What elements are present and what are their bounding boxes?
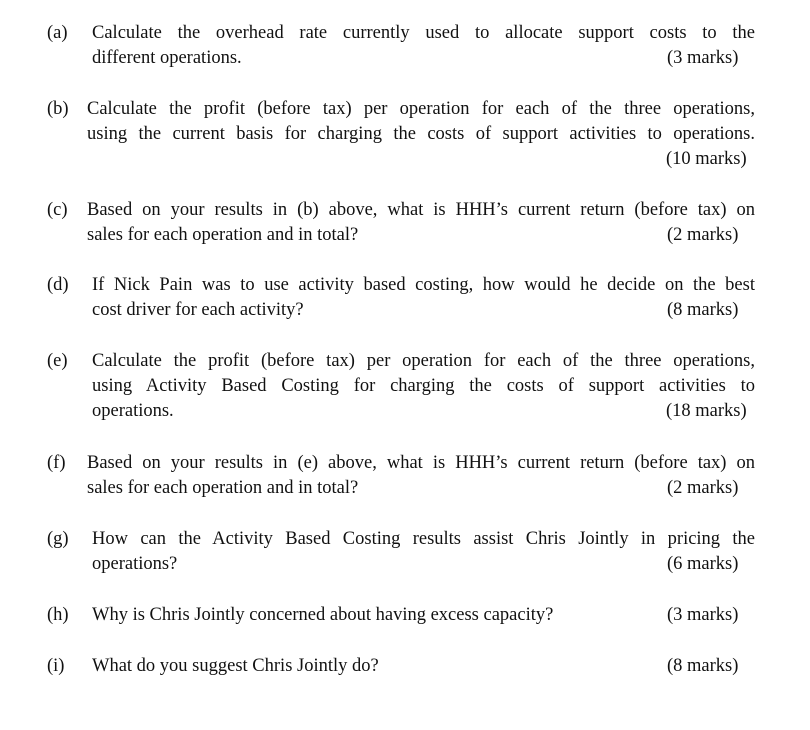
question-text-line: operations? — [92, 554, 178, 574]
question-text-line: Calculate the overhead rate currently used to allocate support costs to the — [92, 23, 755, 43]
marks-label: (8 marks) — [667, 656, 739, 676]
question-text-line: using the current basis for charging the costs of support activities to operations. — [87, 124, 755, 144]
question-label: (b) — [47, 99, 69, 119]
question-label: (e) — [47, 351, 68, 371]
question-text-line: What do you suggest Chris Jointly do? — [92, 656, 379, 676]
question-text-line: sales for each operation and in total? — [87, 225, 359, 245]
question-text-line: cost driver for each activity? — [92, 300, 304, 320]
question-label: (d) — [47, 275, 69, 295]
question-label: (c) — [47, 200, 68, 220]
marks-label: (3 marks) — [667, 48, 739, 68]
question-text-line: different operations. — [92, 48, 242, 68]
question-text-line: Calculate the profit (before tax) per operation for each of the three operations, — [87, 99, 755, 119]
question-text-line: If Nick Pain was to use activity based costing, how would he decide on the best — [92, 275, 755, 295]
question-text-line: Based on your results in (b) above, what is HHH’s current return (before tax) on — [87, 200, 755, 220]
marks-label: (18 marks) — [666, 401, 747, 421]
question-text-line: using Activity Based Costing for charging the costs of support activities to — [92, 376, 755, 396]
question-label: (i) — [47, 656, 65, 676]
marks-label: (8 marks) — [667, 300, 739, 320]
marks-label: (3 marks) — [667, 605, 739, 625]
marks-label: (10 marks) — [666, 149, 747, 169]
marks-label: (2 marks) — [667, 225, 739, 245]
question-label: (f) — [47, 453, 66, 473]
question-text-line: Based on your results in (e) above, what is HHH’s current return (before tax) on — [87, 453, 755, 473]
question-label: (g) — [47, 529, 69, 549]
question-text-line: How can the Activity Based Costing results assist Chris Jointly in pricing the — [92, 529, 755, 549]
marks-label: (2 marks) — [667, 478, 739, 498]
marks-label: (6 marks) — [667, 554, 739, 574]
question-text-line: Why is Chris Jointly concerned about having excess capacity? — [92, 605, 554, 625]
question-text-line: Calculate the profit (before tax) per operation for each of the three operations, — [92, 351, 755, 371]
question-text-line: operations. — [92, 401, 174, 421]
question-label: (h) — [47, 605, 69, 625]
question-text-line: sales for each operation and in total? — [87, 478, 359, 498]
question-label: (a) — [47, 23, 68, 43]
